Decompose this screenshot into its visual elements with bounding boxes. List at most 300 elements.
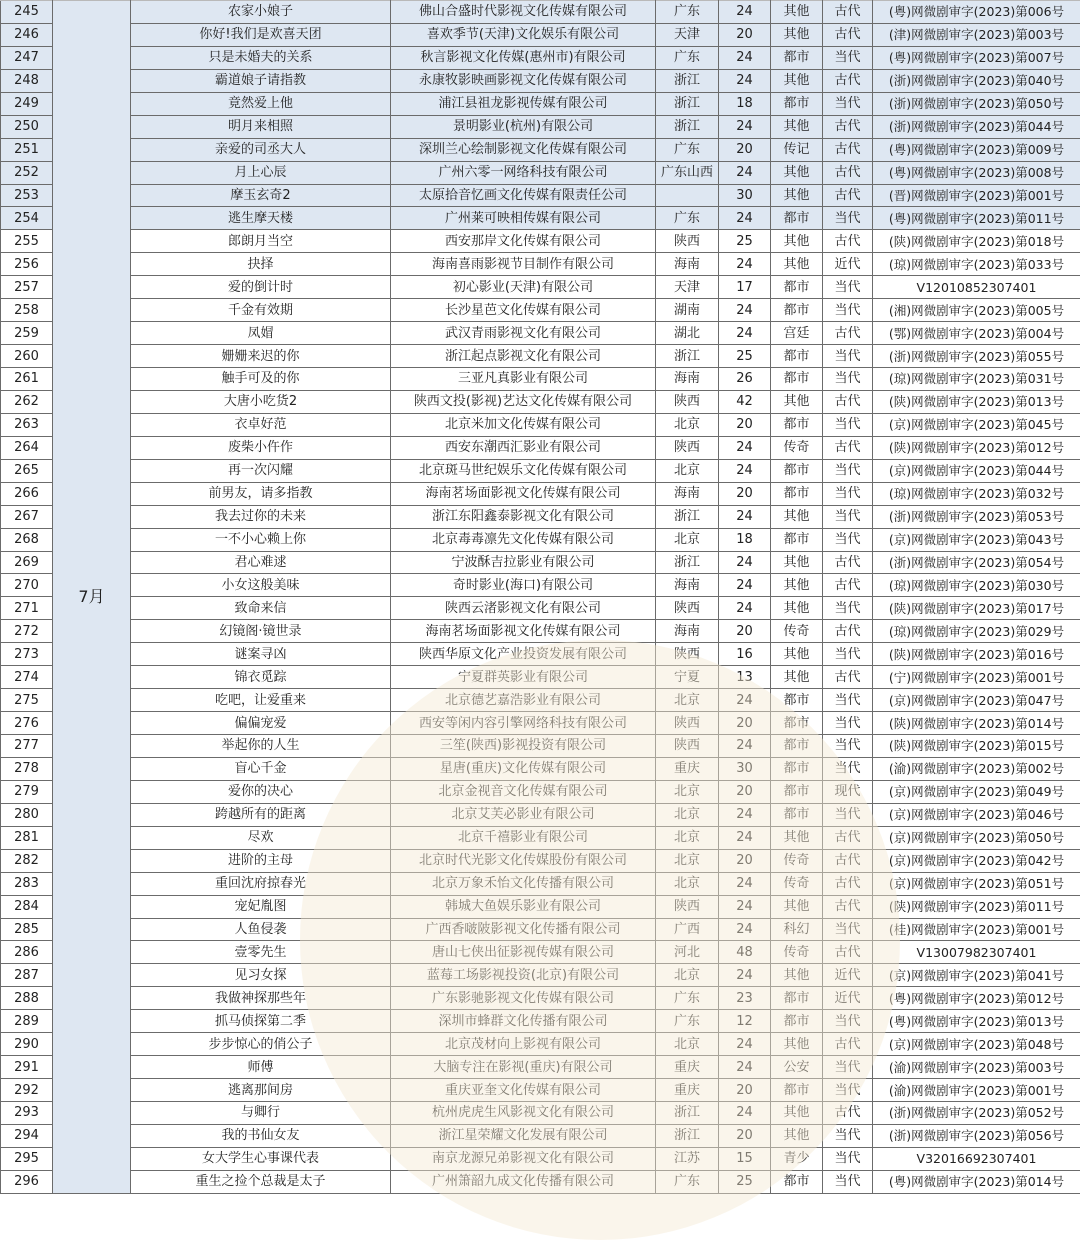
genre: 都市 [771,459,823,482]
production-company: 北京万象禾怡文化传播有限公司 [391,872,656,895]
table-row [1,735,1080,758]
table-row [1,872,1080,895]
row-number: 270 [1,574,53,597]
license-number: (浙)网微剧审字(2023)第040号 [873,69,1080,92]
production-company: 西安等闲内容引擎网络科技有限公司 [391,712,656,735]
genre: 都市 [771,528,823,551]
episode-count: 23 [719,987,771,1010]
row-number: 259 [1,322,53,345]
production-company: 陕西华原文化产业投资发展有限公司 [391,643,656,666]
table-row [1,1056,1080,1079]
genre: 其他 [771,505,823,528]
episode-count: 24 [719,918,771,941]
row-number: 284 [1,895,53,918]
drama-title: 前男友，请多指教 [131,482,391,505]
production-company: 深圳兰心绘制影视文化传媒有限公司 [391,138,656,161]
episode-count: 24 [719,253,771,276]
row-number: 288 [1,987,53,1010]
era: 古代 [823,849,873,872]
production-company: 浦江县祖龙影视传媒有限公司 [391,92,656,115]
drama-title: 再一次闪耀 [131,459,391,482]
drama-title: 女大学生心事课代表 [131,1147,391,1170]
genre: 其他 [771,69,823,92]
row-number: 264 [1,436,53,459]
row-number: 254 [1,207,53,230]
region: 广东 [656,207,719,230]
genre: 其他 [771,184,823,207]
table-row [1,849,1080,872]
episode-count: 30 [719,757,771,780]
license-number: (湘)网微剧审字(2023)第005号 [873,299,1080,322]
era: 古代 [823,941,873,964]
genre: 其他 [771,895,823,918]
episode-count: 24 [719,872,771,895]
table-row [1,895,1080,918]
episode-count: 24 [719,826,771,849]
row-number: 248 [1,69,53,92]
era: 古代 [823,1,873,24]
era: 当代 [823,345,873,368]
table-row [1,390,1080,413]
production-company: 广西香啵陂影视文化传播有限公司 [391,918,656,941]
drama-title: 谜案寻凶 [131,643,391,666]
era: 古代 [823,322,873,345]
episode-count: 24 [719,1,771,24]
genre: 其他 [771,1033,823,1056]
era: 古代 [823,1033,873,1056]
license-number: (渝)网微剧审字(2023)第003号 [873,1056,1080,1079]
row-number: 279 [1,780,53,803]
production-company: 初心影业(天津)有限公司 [391,276,656,299]
episode-count: 24 [719,69,771,92]
era: 近代 [823,987,873,1010]
drama-title: 壹零先生 [131,941,391,964]
license-number: (陕)网微剧审字(2023)第012号 [873,436,1080,459]
production-company: 杭州虎虎生风影视文化有限公司 [391,1102,656,1125]
drama-title: 盲心千金 [131,757,391,780]
table-row [1,46,1080,69]
license-number: V32016692307401 [873,1147,1080,1170]
era: 古代 [823,872,873,895]
license-number: (琼)网微剧审字(2023)第029号 [873,620,1080,643]
production-company: 北京艾芙必影业有限公司 [391,803,656,826]
region: 浙江 [656,551,719,574]
row-number: 249 [1,92,53,115]
table-row [1,643,1080,666]
genre: 其他 [771,574,823,597]
license-number: (陕)网微剧审字(2023)第017号 [873,597,1080,620]
production-company: 重庆亚奎文化传媒有限公司 [391,1079,656,1102]
region: 广西 [656,918,719,941]
row-number: 274 [1,666,53,689]
region: 海南 [656,253,719,276]
production-company: 北京德艺嘉浩影业有限公司 [391,689,656,712]
region: 宁夏 [656,666,719,689]
license-number: (京)网微剧审字(2023)第047号 [873,689,1080,712]
region: 广东 [656,46,719,69]
license-number: (渝)网微剧审字(2023)第001号 [873,1079,1080,1102]
table-row [1,115,1080,138]
drama-title: 抉择 [131,253,391,276]
genre: 其他 [771,253,823,276]
era: 当代 [823,1147,873,1170]
drama-title: 举起你的人生 [131,735,391,758]
license-number: (陕)网微剧审字(2023)第015号 [873,735,1080,758]
era: 当代 [823,918,873,941]
genre: 其他 [771,964,823,987]
table-row [1,1170,1080,1193]
era: 当代 [823,597,873,620]
drama-title: 重生之捡个总裁是太子 [131,1170,391,1193]
era: 当代 [823,757,873,780]
episode-count: 12 [719,1010,771,1033]
table-row [1,826,1080,849]
table-row [1,345,1080,368]
row-number: 293 [1,1102,53,1125]
row-number: 283 [1,872,53,895]
table-row [1,299,1080,322]
drama-title: 跨越所有的距离 [131,803,391,826]
episode-count: 26 [719,368,771,391]
region: 天津 [656,276,719,299]
license-number: (粤)网微剧审字(2023)第011号 [873,207,1080,230]
era: 古代 [823,390,873,413]
region: 河北 [656,941,719,964]
row-number: 260 [1,345,53,368]
drama-title: 千金有效期 [131,299,391,322]
era: 现代 [823,780,873,803]
episode-count: 24 [719,436,771,459]
era: 当代 [823,276,873,299]
era: 当代 [823,92,873,115]
episode-count: 24 [719,322,771,345]
license-number: (渝)网微剧审字(2023)第002号 [873,757,1080,780]
table-row [1,620,1080,643]
drama-title: 一不小心赖上你 [131,528,391,551]
drama-title: 逃离那间房 [131,1079,391,1102]
region: 浙江 [656,115,719,138]
table-row [1,459,1080,482]
license-number: (浙)网微剧审字(2023)第056号 [873,1124,1080,1147]
region: 北京 [656,528,719,551]
episode-count: 24 [719,46,771,69]
genre: 其他 [771,23,823,46]
era: 当代 [823,459,873,482]
row-number: 295 [1,1147,53,1170]
table-row [1,551,1080,574]
drama-title: 步步惊心的俏公子 [131,1033,391,1056]
license-number: (琼)网微剧审字(2023)第032号 [873,482,1080,505]
drama-title: 我的书仙女友 [131,1124,391,1147]
drama-title: 明月来相照 [131,115,391,138]
episode-count: 24 [719,1033,771,1056]
region: 海南 [656,482,719,505]
region: 浙江 [656,1102,719,1125]
license-number: (粤)网微剧审字(2023)第013号 [873,1010,1080,1033]
episode-count: 30 [719,184,771,207]
region: 北京 [656,964,719,987]
row-number: 291 [1,1056,53,1079]
table-row [1,689,1080,712]
table-row [1,803,1080,826]
region: 重庆 [656,1079,719,1102]
era: 古代 [823,138,873,161]
region: 北京 [656,780,719,803]
episode-count: 20 [719,23,771,46]
region: 广东 [656,987,719,1010]
era: 近代 [823,964,873,987]
row-number: 247 [1,46,53,69]
episode-count: 24 [719,803,771,826]
region [656,184,719,207]
era: 当代 [823,1079,873,1102]
production-company: 宁夏群英影业有限公司 [391,666,656,689]
production-company: 广州莱可映相传媒有限公司 [391,207,656,230]
table-row [1,184,1080,207]
drama-title: 重回沈府掠春光 [131,872,391,895]
episode-count: 25 [719,1170,771,1193]
table-row [1,1079,1080,1102]
table-row [1,780,1080,803]
region: 北京 [656,1033,719,1056]
era: 当代 [823,689,873,712]
license-number: (陕)网微剧审字(2023)第013号 [873,390,1080,413]
table-row [1,138,1080,161]
table-row [1,941,1080,964]
license-number: (陕)网微剧审字(2023)第011号 [873,895,1080,918]
table-row [1,276,1080,299]
row-number: 280 [1,803,53,826]
table-row [1,757,1080,780]
region: 北京 [656,826,719,849]
production-company: 北京斑马世纪娱乐文化传媒有限公司 [391,459,656,482]
drama-title: 尽欢 [131,826,391,849]
license-number: (浙)网微剧审字(2023)第044号 [873,115,1080,138]
table-row [1,230,1080,253]
row-number: 287 [1,964,53,987]
era: 古代 [823,69,873,92]
production-company: 北京毒毒凛先文化传媒有限公司 [391,528,656,551]
row-number: 269 [1,551,53,574]
row-number: 285 [1,918,53,941]
row-number: 258 [1,299,53,322]
drama-title: 衣卓好范 [131,413,391,436]
episode-count: 24 [719,1056,771,1079]
row-number: 296 [1,1170,53,1193]
episode-count: 24 [719,551,771,574]
episode-count: 42 [719,390,771,413]
table-row [1,574,1080,597]
era: 当代 [823,505,873,528]
episode-count: 20 [719,712,771,735]
production-company: 浙江东阳鑫泰影视文化有限公司 [391,505,656,528]
era: 古代 [823,826,873,849]
drama-title: 进阶的主母 [131,849,391,872]
genre: 传奇 [771,872,823,895]
region: 北京 [656,689,719,712]
production-company: 三笙(陕西)影视投资有限公司 [391,735,656,758]
license-number: (粤)网微剧审字(2023)第009号 [873,138,1080,161]
genre: 都市 [771,1170,823,1193]
era: 古代 [823,161,873,184]
table-row [1,69,1080,92]
drama-title: 宠妃胤图 [131,895,391,918]
drama-title: 我去过你的未来 [131,505,391,528]
production-company: 陕西云渚影视文化有限公司 [391,597,656,620]
drama-title: 霸道娘子请指教 [131,69,391,92]
license-number: (京)网微剧审字(2023)第050号 [873,826,1080,849]
episode-count: 20 [719,849,771,872]
table-row [1,161,1080,184]
episode-count: 20 [719,620,771,643]
table-body [1,1,1080,1194]
genre: 其他 [771,666,823,689]
region: 陕西 [656,735,719,758]
row-number: 267 [1,505,53,528]
region: 北京 [656,413,719,436]
production-company: 广东影驰影视文化传媒有限公司 [391,987,656,1010]
episode-count: 13 [719,666,771,689]
production-company: 长沙星芭文化传媒有限公司 [391,299,656,322]
genre: 传奇 [771,849,823,872]
license-number: (京)网微剧审字(2023)第051号 [873,872,1080,895]
genre: 都市 [771,345,823,368]
production-company: 海南茗场面影视文化传媒有限公司 [391,620,656,643]
production-company: 韩城大鱼娱乐影业有限公司 [391,895,656,918]
production-company: 武汉青雨影视文化有限公司 [391,322,656,345]
row-number: 272 [1,620,53,643]
era: 当代 [823,735,873,758]
region: 广东 [656,1010,719,1033]
drama-title: 吃吧，让爱重来 [131,689,391,712]
era: 近代 [823,253,873,276]
license-number: (陕)网微剧审字(2023)第016号 [873,643,1080,666]
genre: 其他 [771,551,823,574]
row-number: 253 [1,184,53,207]
drama-title: 见习女探 [131,964,391,987]
license-number: (琼)网微剧审字(2023)第033号 [873,253,1080,276]
genre: 都市 [771,803,823,826]
license-number: (琼)网微剧审字(2023)第030号 [873,574,1080,597]
genre: 其他 [771,1,823,24]
production-company: 蓝莓工场影视投资(北京)有限公司 [391,964,656,987]
row-number: 292 [1,1079,53,1102]
genre: 其他 [771,597,823,620]
production-company: 广州箫韶九成文化传播有限公司 [391,1170,656,1193]
month-cell: 7月 [53,1,131,1194]
era: 当代 [823,1124,873,1147]
genre: 都市 [771,92,823,115]
row-number: 256 [1,253,53,276]
drama-title: 小女这般美味 [131,574,391,597]
episode-count: 25 [719,230,771,253]
genre: 都市 [771,689,823,712]
production-company: 唐山七侠出征影视传媒有限公司 [391,941,656,964]
row-number: 286 [1,941,53,964]
genre: 都市 [771,757,823,780]
genre: 都市 [771,1010,823,1033]
drama-title: 你好!我们是欢喜天团 [131,23,391,46]
episode-count: 24 [719,964,771,987]
table-row [1,368,1080,391]
production-company: 海南喜雨影视节目制作有限公司 [391,253,656,276]
production-company: 永康牧影映画影视文化传媒有限公司 [391,69,656,92]
era: 当代 [823,413,873,436]
era: 当代 [823,1056,873,1079]
row-number: 282 [1,849,53,872]
era: 古代 [823,620,873,643]
row-number: 276 [1,712,53,735]
row-number: 289 [1,1010,53,1033]
region: 重庆 [656,1056,719,1079]
region: 北京 [656,849,719,872]
era: 古代 [823,895,873,918]
episode-count: 24 [719,895,771,918]
genre: 其他 [771,1124,823,1147]
license-number: (浙)网微剧审字(2023)第050号 [873,92,1080,115]
genre: 公安 [771,1056,823,1079]
region: 海南 [656,620,719,643]
drama-title: 君心难逑 [131,551,391,574]
production-company: 深圳市蜂群文化传播有限公司 [391,1010,656,1033]
era: 古代 [823,666,873,689]
drama-title: 偏偏宠爱 [131,712,391,735]
license-number: (浙)网微剧审字(2023)第053号 [873,505,1080,528]
episode-count: 24 [719,574,771,597]
region: 浙江 [656,1124,719,1147]
region: 海南 [656,368,719,391]
genre: 传奇 [771,436,823,459]
drama-title: 与卿行 [131,1102,391,1125]
genre: 其他 [771,643,823,666]
production-company: 大脑专注在影视(重庆)有限公司 [391,1056,656,1079]
episode-count: 18 [719,92,771,115]
production-company: 北京时代光影文化传媒股份有限公司 [391,849,656,872]
license-number: (浙)网微剧审字(2023)第055号 [873,345,1080,368]
table-row [1,1010,1080,1033]
episode-count: 20 [719,1079,771,1102]
row-number: 273 [1,643,53,666]
license-number: (粤)网微剧审字(2023)第006号 [873,1,1080,24]
table-row [1,1124,1080,1147]
episode-count: 24 [719,459,771,482]
episode-count: 16 [719,643,771,666]
episode-count: 20 [719,780,771,803]
region: 浙江 [656,92,719,115]
drama-title: 月上心辰 [131,161,391,184]
production-company: 北京米加文化传媒有限公司 [391,413,656,436]
genre: 都市 [771,1079,823,1102]
region: 广东 [656,1170,719,1193]
production-company: 广州六零一网络科技有限公司 [391,161,656,184]
episode-count: 20 [719,138,771,161]
era: 古代 [823,1102,873,1125]
row-number: 281 [1,826,53,849]
drama-title: 凤媢 [131,322,391,345]
drama-title: 人鱼侵袭 [131,918,391,941]
genre: 都市 [771,735,823,758]
genre: 传奇 [771,620,823,643]
row-number: 252 [1,161,53,184]
era: 当代 [823,207,873,230]
row-number: 255 [1,230,53,253]
episode-count: 25 [719,345,771,368]
license-number: (京)网微剧审字(2023)第043号 [873,528,1080,551]
table-row [1,482,1080,505]
era: 古代 [823,551,873,574]
genre: 都市 [771,207,823,230]
license-number: (鄂)网微剧审字(2023)第004号 [873,322,1080,345]
